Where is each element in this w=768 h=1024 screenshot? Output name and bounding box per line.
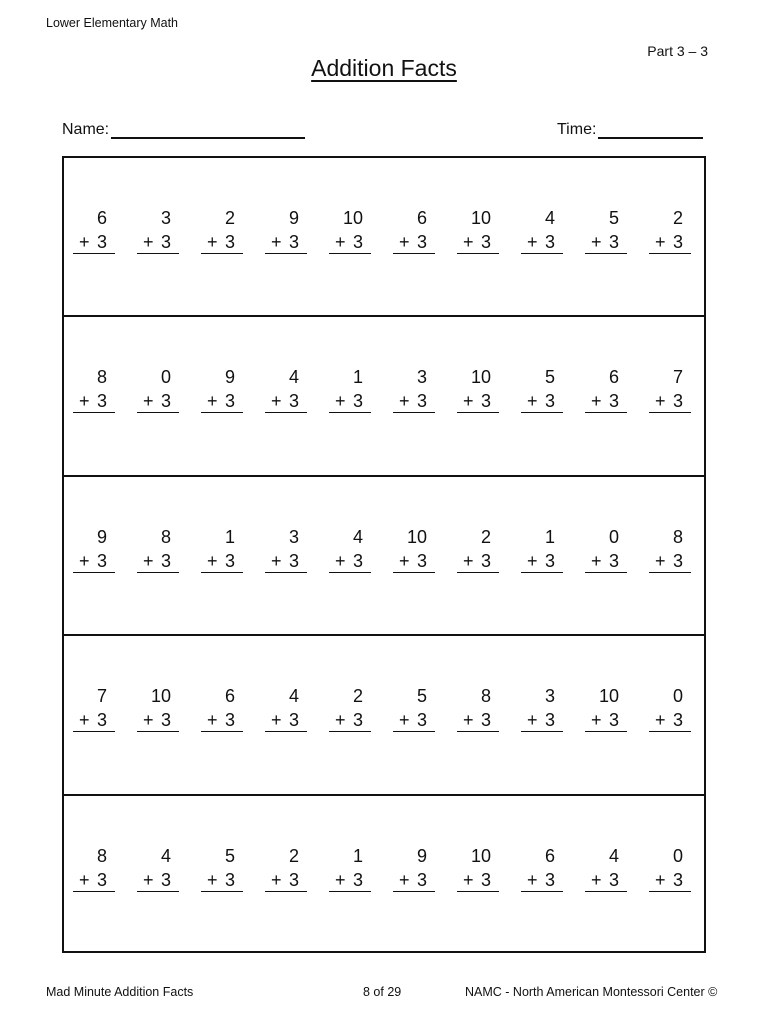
second-addend-line: [73, 551, 115, 573]
addition-problem: [521, 527, 563, 575]
second-addend: 3: [672, 232, 683, 252]
first-addend: 0: [160, 367, 171, 388]
addition-problem: [585, 846, 627, 894]
plus-sign: +: [463, 710, 474, 731]
second-addend: 3: [416, 869, 427, 890]
second-addend-line: [73, 710, 115, 732]
second-addend: 3: [96, 550, 107, 571]
plus-sign: +: [79, 391, 90, 412]
problem-row: [64, 477, 704, 636]
first-addend: 10: [470, 367, 491, 388]
plus-sign: +: [335, 391, 346, 412]
name-field: [62, 121, 305, 139]
addition-problem: [201, 208, 243, 256]
second-addend: 3: [160, 550, 171, 571]
second-addend-line: [329, 391, 371, 413]
second-addend-line: [521, 232, 563, 254]
name-blank-line[interactable]: [111, 123, 305, 139]
first-addend: 0: [672, 845, 683, 866]
second-addend-line: [521, 551, 563, 573]
first-addend: 8: [160, 526, 171, 547]
second-addend-line: [137, 870, 179, 892]
first-addend: 0: [608, 526, 619, 547]
plus-sign: +: [591, 710, 602, 731]
second-addend-line: [265, 710, 307, 732]
plus-sign: +: [591, 232, 602, 252]
plus-sign: +: [527, 710, 538, 731]
addition-problem: [73, 527, 115, 575]
plus-sign: +: [335, 869, 346, 890]
second-addend: 3: [160, 232, 171, 252]
addition-problem: [137, 208, 179, 256]
second-addend-line: [329, 870, 371, 892]
second-addend: 3: [352, 391, 363, 412]
addition-problem: [201, 527, 243, 575]
plus-sign: +: [143, 710, 154, 731]
second-addend-line: [201, 870, 243, 892]
second-addend: 3: [416, 710, 427, 731]
addition-problem: [393, 686, 435, 734]
time-blank-line[interactable]: [598, 123, 703, 139]
first-addend: 2: [480, 526, 491, 547]
addition-problem: [585, 208, 627, 256]
second-addend: 3: [672, 550, 683, 571]
page-number: 8 of 29: [363, 985, 402, 999]
first-addend: 4: [544, 208, 555, 228]
second-addend: 3: [160, 710, 171, 731]
addition-problem: [137, 527, 179, 575]
name-label: Name:: [62, 121, 110, 138]
addition-problem: [649, 527, 691, 575]
second-addend-line: [393, 710, 435, 732]
second-addend: 3: [160, 391, 171, 412]
addition-problem: [73, 367, 115, 415]
second-addend: 3: [224, 550, 235, 571]
addition-problem: [73, 846, 115, 894]
second-addend: 3: [224, 869, 235, 890]
second-addend: 3: [224, 232, 235, 252]
plus-sign: +: [143, 550, 154, 571]
second-addend-line: [585, 232, 627, 254]
first-addend: 2: [672, 208, 683, 228]
second-addend-line: [521, 710, 563, 732]
plus-sign: +: [463, 391, 474, 412]
second-addend: 3: [608, 550, 619, 571]
second-addend-line: [585, 870, 627, 892]
first-addend: 2: [352, 686, 363, 707]
first-addend: 10: [470, 208, 491, 228]
addition-problem: [329, 686, 371, 734]
second-addend: 3: [544, 869, 555, 890]
plus-sign: +: [655, 550, 666, 571]
second-addend: 3: [288, 391, 299, 412]
addition-problem: [585, 686, 627, 734]
addition-problem: [265, 527, 307, 575]
second-addend-line: [649, 870, 691, 892]
second-addend-line: [73, 391, 115, 413]
plus-sign: +: [207, 232, 218, 252]
plus-sign: +: [591, 869, 602, 890]
first-addend: 10: [598, 686, 619, 707]
plus-sign: +: [271, 391, 282, 412]
addition-problem: [329, 527, 371, 575]
second-addend-line: [329, 232, 371, 254]
first-addend: 1: [224, 526, 235, 547]
addition-problem: [393, 846, 435, 894]
second-addend: 3: [288, 869, 299, 890]
second-addend-line: [137, 232, 179, 254]
second-addend: 3: [544, 550, 555, 571]
second-addend: 3: [672, 710, 683, 731]
second-addend-line: [201, 710, 243, 732]
plus-sign: +: [527, 391, 538, 412]
addition-problem: [457, 846, 499, 894]
second-addend-line: [265, 391, 307, 413]
second-addend: 3: [608, 232, 619, 252]
first-addend: 10: [150, 686, 171, 707]
first-addend: 9: [288, 208, 299, 228]
second-addend: 3: [608, 391, 619, 412]
plus-sign: +: [655, 232, 666, 252]
first-addend: 0: [672, 686, 683, 707]
plus-sign: +: [399, 391, 410, 412]
second-addend: 3: [96, 869, 107, 890]
second-addend-line: [73, 232, 115, 254]
addition-problem: [521, 846, 563, 894]
first-addend: 9: [96, 526, 107, 547]
second-addend-line: [201, 232, 243, 254]
plus-sign: +: [335, 550, 346, 571]
addition-problem: [521, 208, 563, 256]
addition-problem: [201, 686, 243, 734]
first-addend: 6: [608, 367, 619, 388]
addition-problem: [201, 367, 243, 415]
second-addend-line: [393, 551, 435, 573]
second-addend: 3: [224, 391, 235, 412]
second-addend: 3: [544, 232, 555, 252]
plus-sign: +: [271, 232, 282, 252]
second-addend: 3: [352, 550, 363, 571]
addition-problem: [393, 367, 435, 415]
first-addend: 2: [224, 208, 235, 228]
course-label: Lower Elementary Math: [46, 16, 179, 30]
second-addend-line: [137, 710, 179, 732]
second-addend-line: [585, 710, 627, 732]
first-addend: 10: [406, 526, 427, 547]
second-addend: 3: [288, 550, 299, 571]
problem-row: [64, 636, 704, 795]
addition-problem: [137, 686, 179, 734]
second-addend-line: [521, 870, 563, 892]
first-addend: 6: [416, 208, 427, 228]
second-addend: 3: [416, 550, 427, 571]
plus-sign: +: [335, 710, 346, 731]
first-addend: 3: [288, 526, 299, 547]
second-addend-line: [393, 870, 435, 892]
first-addend: 5: [224, 845, 235, 866]
first-addend: 5: [416, 686, 427, 707]
second-addend: 3: [608, 869, 619, 890]
first-addend: 6: [544, 845, 555, 866]
second-addend-line: [457, 551, 499, 573]
second-addend-line: [329, 551, 371, 573]
second-addend: 3: [544, 391, 555, 412]
addition-problem: [137, 367, 179, 415]
plus-sign: +: [271, 710, 282, 731]
second-addend-line: [137, 391, 179, 413]
second-addend: 3: [352, 869, 363, 890]
second-addend-line: [457, 710, 499, 732]
addition-problem: [649, 686, 691, 734]
second-addend-line: [265, 870, 307, 892]
second-addend-line: [457, 232, 499, 254]
first-addend: 8: [96, 845, 107, 866]
second-addend-line: [393, 391, 435, 413]
first-addend: 1: [352, 845, 363, 866]
plus-sign: +: [79, 550, 90, 571]
plus-sign: +: [655, 710, 666, 731]
second-addend: 3: [608, 710, 619, 731]
first-addend: 4: [352, 526, 363, 547]
page-title: Addition Facts: [311, 55, 457, 81]
first-addend: 9: [416, 845, 427, 866]
time-label: Time:: [557, 121, 597, 138]
plus-sign: +: [271, 550, 282, 571]
second-addend: 3: [480, 550, 491, 571]
footer-title: Mad Minute Addition Facts: [46, 985, 194, 999]
second-addend: 3: [352, 710, 363, 731]
first-addend: 1: [544, 526, 555, 547]
second-addend-line: [137, 551, 179, 573]
first-addend: 5: [608, 208, 619, 228]
second-addend: 3: [96, 391, 107, 412]
second-addend: 3: [288, 710, 299, 731]
addition-problem: [265, 846, 307, 894]
second-addend-line: [265, 551, 307, 573]
addition-problem: [73, 686, 115, 734]
first-addend: 4: [608, 845, 619, 866]
second-addend-line: [585, 391, 627, 413]
plus-sign: +: [399, 869, 410, 890]
second-addend: 3: [480, 710, 491, 731]
first-addend: 5: [544, 367, 555, 388]
second-addend-line: [73, 870, 115, 892]
first-addend: 6: [96, 208, 107, 228]
part-label: Part 3 – 3: [647, 43, 708, 59]
first-addend: 4: [160, 845, 171, 866]
addition-problem: [585, 527, 627, 575]
second-addend: 3: [672, 391, 683, 412]
second-addend: 3: [480, 232, 491, 252]
plus-sign: +: [591, 550, 602, 571]
second-addend-line: [649, 710, 691, 732]
plus-sign: +: [79, 710, 90, 731]
addition-problem: [329, 208, 371, 256]
second-addend-line: [457, 870, 499, 892]
first-addend: 7: [672, 367, 683, 388]
first-addend: 9: [224, 367, 235, 388]
first-addend: 10: [470, 845, 491, 866]
plus-sign: +: [271, 869, 282, 890]
plus-sign: +: [79, 869, 90, 890]
plus-sign: +: [207, 550, 218, 571]
first-addend: 7: [96, 686, 107, 707]
second-addend: 3: [352, 232, 363, 252]
second-addend: 3: [416, 391, 427, 412]
plus-sign: +: [527, 232, 538, 252]
first-addend: 3: [160, 208, 171, 228]
first-addend: 10: [342, 208, 363, 228]
addition-problem: [265, 208, 307, 256]
addition-problem: [137, 846, 179, 894]
first-addend: 3: [544, 686, 555, 707]
addition-problem: [649, 846, 691, 894]
first-addend: 8: [480, 686, 491, 707]
plus-sign: +: [143, 232, 154, 252]
second-addend-line: [649, 232, 691, 254]
plus-sign: +: [335, 232, 346, 252]
plus-sign: +: [655, 391, 666, 412]
second-addend-line: [585, 551, 627, 573]
addition-problem: [649, 208, 691, 256]
problem-row: [64, 796, 704, 955]
second-addend: 3: [288, 232, 299, 252]
second-addend-line: [201, 551, 243, 573]
first-addend: 6: [224, 686, 235, 707]
addition-problem: [457, 208, 499, 256]
problem-row: [64, 317, 704, 476]
addition-problem: [521, 686, 563, 734]
second-addend: 3: [160, 869, 171, 890]
addition-problem: [201, 846, 243, 894]
addition-problem: [649, 367, 691, 415]
plus-sign: +: [143, 869, 154, 890]
plus-sign: +: [399, 710, 410, 731]
addition-problem: [329, 846, 371, 894]
first-addend: 3: [416, 367, 427, 388]
addition-problem: [265, 367, 307, 415]
second-addend-line: [649, 551, 691, 573]
plus-sign: +: [207, 391, 218, 412]
plus-sign: +: [527, 550, 538, 571]
second-addend-line: [201, 391, 243, 413]
plus-sign: +: [463, 232, 474, 252]
second-addend-line: [521, 391, 563, 413]
problem-row: [64, 158, 704, 317]
plus-sign: +: [591, 391, 602, 412]
addition-problem: [457, 367, 499, 415]
addition-problem: [457, 527, 499, 575]
plus-sign: +: [207, 869, 218, 890]
plus-sign: +: [527, 869, 538, 890]
addition-problem: [521, 367, 563, 415]
first-addend: 8: [672, 526, 683, 547]
addition-problem: [393, 527, 435, 575]
first-addend: 2: [288, 845, 299, 866]
plus-sign: +: [399, 232, 410, 252]
plus-sign: +: [463, 550, 474, 571]
plus-sign: +: [399, 550, 410, 571]
footer-publisher: NAMC - North American Montessori Center ©: [465, 985, 718, 999]
first-addend: 8: [96, 367, 107, 388]
second-addend-line: [329, 710, 371, 732]
plus-sign: +: [207, 710, 218, 731]
plus-sign: +: [463, 869, 474, 890]
second-addend: 3: [544, 710, 555, 731]
addition-problem: [329, 367, 371, 415]
addition-problem: [457, 686, 499, 734]
second-addend-line: [393, 232, 435, 254]
first-addend: 1: [352, 367, 363, 388]
plus-sign: +: [143, 391, 154, 412]
second-addend-line: [265, 232, 307, 254]
first-addend: 4: [288, 367, 299, 388]
second-addend: 3: [224, 710, 235, 731]
problem-grid: [62, 156, 706, 953]
plus-sign: +: [655, 869, 666, 890]
first-addend: 4: [288, 686, 299, 707]
second-addend: 3: [672, 869, 683, 890]
second-addend: 3: [96, 232, 107, 252]
second-addend: 3: [480, 391, 491, 412]
addition-problem: [393, 208, 435, 256]
second-addend-line: [649, 391, 691, 413]
addition-problem: [73, 208, 115, 256]
second-addend: 3: [480, 869, 491, 890]
time-field: [557, 121, 703, 139]
addition-problem: [265, 686, 307, 734]
addition-problem: [585, 367, 627, 415]
second-addend: 3: [416, 232, 427, 252]
second-addend-line: [457, 391, 499, 413]
plus-sign: +: [79, 232, 90, 252]
second-addend: 3: [96, 710, 107, 731]
